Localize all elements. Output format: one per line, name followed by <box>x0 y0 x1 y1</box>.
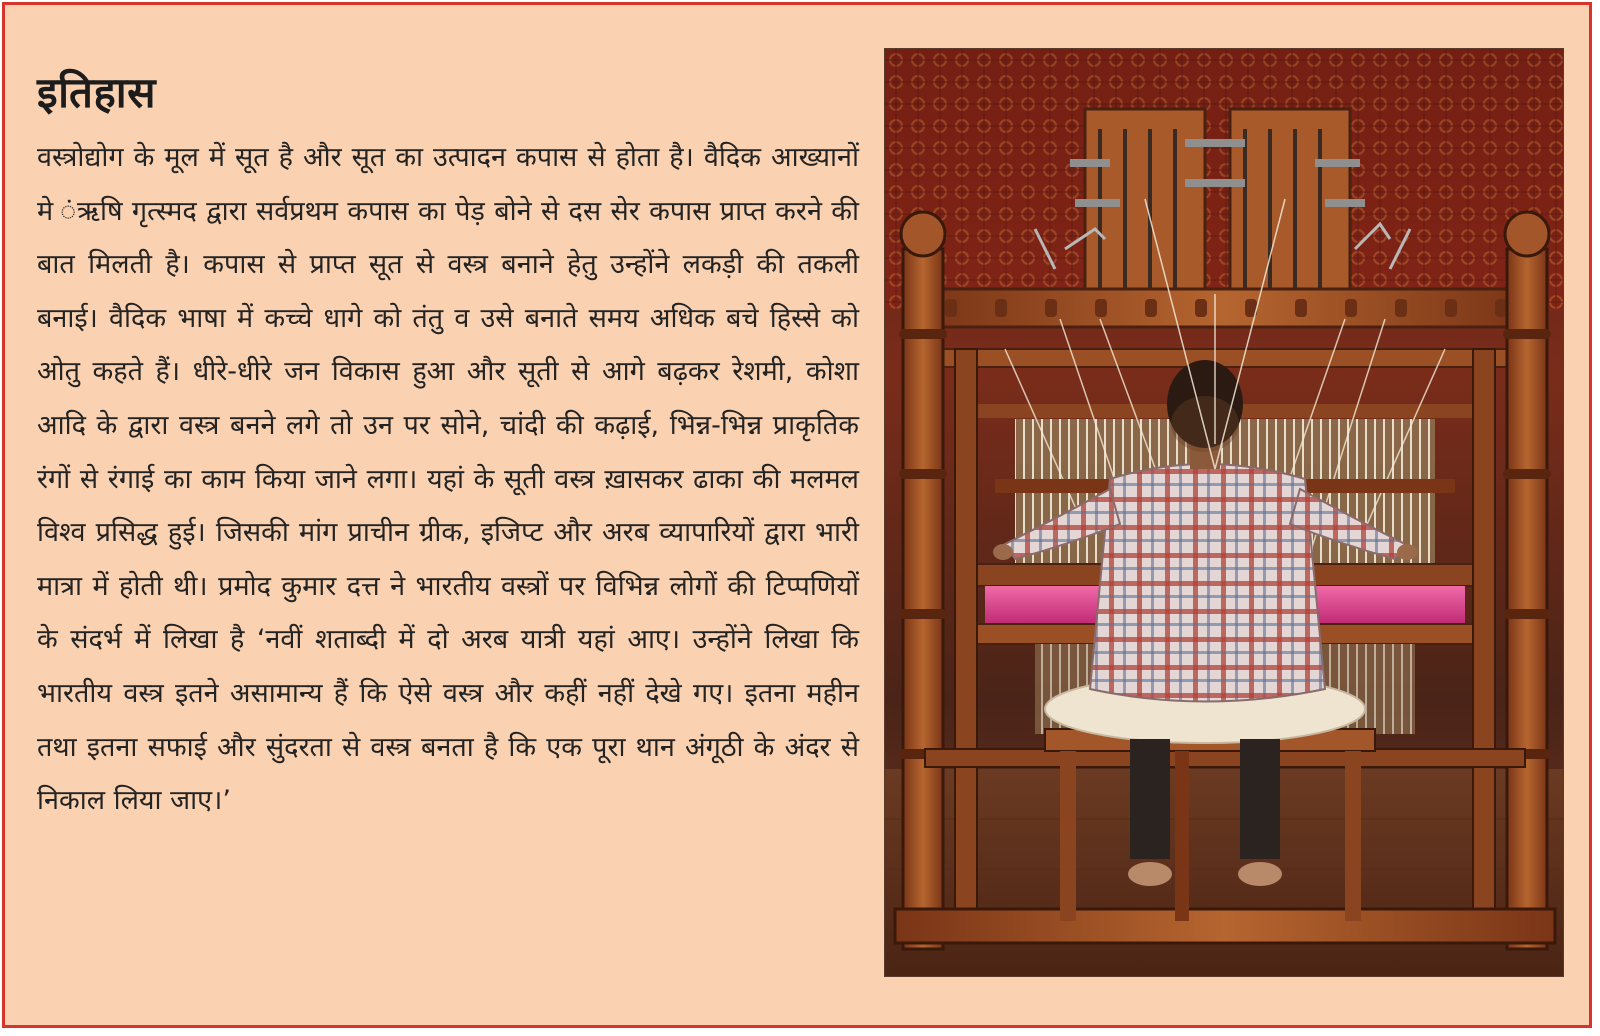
section-heading: इतिहास <box>37 68 157 117</box>
article-body: वस्त्रोद्योग के मूल में सूत है और सूत का उत्पादन कपास से होता है। वैदिक आख्यानों मे ंऋषि गृत्स्मद द्वारा सर्वप्रथम कपास का पेड़ बोने से दस सेर कपास प्राप्त करने की बात मिलती है। कपास से प्राप्त सूत से वस्त्र बनाने हेतु उन्होंने लकड़ी की तकली बनाई। वैदिक भाषा में कच्चे धागे को तंतु व उसे बनाते समय अधिक बचे हिस्से को ओतु कहते हैं। धीरे-धीरे जन विकास हुआ और सूती से आगे बढ़कर रेशमी, कोशा आदि के द्वारा वस्त्र बनने लगे तो उन पर सोने, चांदी की कढ़ाई, भिन्न-भिन्न प्राकृतिक रंगों से रंगाई का काम किया जाने लगा। यहां के सूती वस्त्र ख़ासकर ढाका की मलमल विश्व प्रसिद्ध हुई। जिसकी मांग प्राचीन ग्रीक, इजिप्ट और अरब व्यापारियों द्वारा भारी मात्रा में होती थी। प्रमोद कुमार दत्त ने भारतीय वस्त्रों पर विभिन्न लोगों की टिप्पणियों के संदर्भ में लिखा है ‘नवीं शताब्दी में दो अरब यात्री यहां आए। उन्होंने लिखा कि भारतीय वस्त्र इतने असामान्य हैं कि ऐसे वस्त्र और कहीं नहीं देखे गए। इतना महीन तथा इतना सफाई और सुंदरता से वस्त्र बनता है कि एक पूरा थान अंगूठी के अंदर से निकाल लिया जाए।’ <box>37 142 859 817</box>
handloom-photo <box>884 48 1564 977</box>
article-panel <box>2 2 1592 1028</box>
handloom-illustration <box>885 49 1564 977</box>
